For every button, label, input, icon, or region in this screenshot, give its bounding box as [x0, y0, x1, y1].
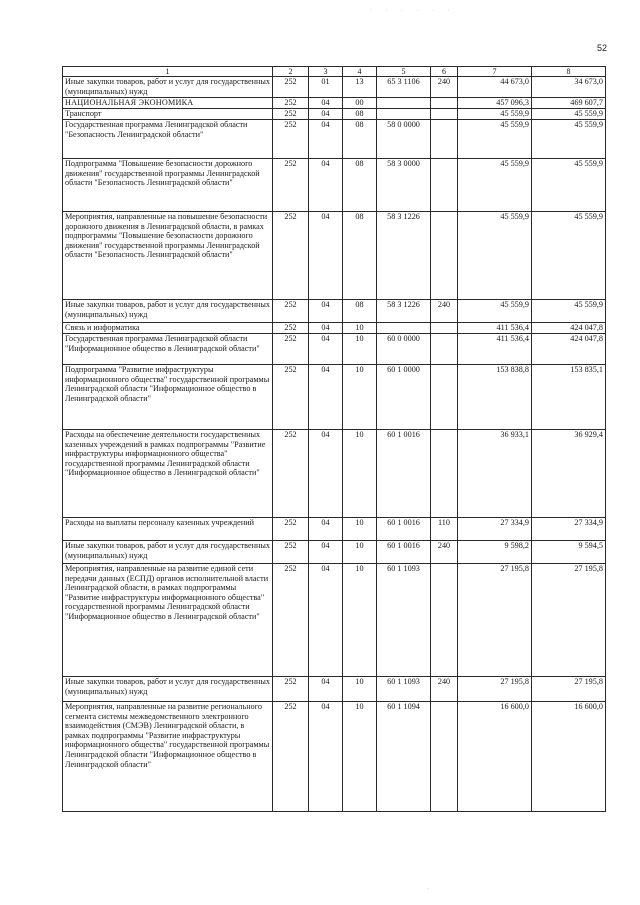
row-target-article: 65 3 1106 [377, 77, 431, 98]
row-subsection: 00 [343, 98, 377, 109]
row-expense-type [431, 120, 458, 159]
row-amount-year1: 27 195,8 [458, 677, 532, 702]
row-target-article: 60 1 0016 [377, 518, 431, 541]
row-amount-year2: 16 600,0 [532, 702, 606, 812]
row-section: 04 [309, 159, 343, 212]
row-section: 04 [309, 677, 343, 702]
row-section: 04 [309, 541, 343, 564]
row-name: Иные закупки товаров, работ и услуг для государственных (муниципальных) нужд [63, 541, 273, 564]
row-ministry-code: 252 [273, 564, 309, 677]
row-target-article: 60 1 1094 [377, 702, 431, 812]
table-row [63, 159, 606, 212]
header-cell: 2 [273, 67, 309, 77]
row-subsection: 10 [343, 677, 377, 702]
row-amount-year2: 27 195,8 [532, 564, 606, 677]
table-row [63, 98, 606, 109]
row-section: 04 [309, 334, 343, 365]
row-expense-type: 240 [431, 677, 458, 702]
table-row [63, 541, 606, 564]
row-section: 04 [309, 323, 343, 334]
row-target-article [377, 98, 431, 109]
row-amount-year1: 45 559,9 [458, 212, 532, 300]
row-amount-year1: 16 600,0 [458, 702, 532, 812]
row-amount-year1: 45 559,9 [458, 120, 532, 159]
scan-artifact: · · · · · · [370, 8, 456, 14]
row-amount-year2: 45 559,9 [532, 109, 606, 120]
row-subsection: 08 [343, 109, 377, 120]
row-target-article: 60 1 1093 [377, 564, 431, 677]
row-expense-type [431, 212, 458, 300]
row-subsection: 08 [343, 120, 377, 159]
row-target-article: 60 0 0000 [377, 334, 431, 365]
row-expense-type [431, 98, 458, 109]
row-amount-year2: 424 047,8 [532, 334, 606, 365]
row-ministry-code: 252 [273, 300, 309, 323]
table-header-row [63, 67, 606, 77]
table-row [63, 77, 606, 98]
row-name: Мероприятия, направленные на развитие единой сети передачи данных (ЕСПД) органов исполнительной власти Ленинградской области, в рамках подпрограммы "Развитие инфраструктуры информационного общества" государственной программы Ленинградской области "Информационное общество в Ленинградской области" [63, 564, 273, 677]
row-expense-type [431, 430, 458, 518]
table-row [63, 365, 606, 430]
row-expense-type [431, 159, 458, 212]
table-row [63, 109, 606, 120]
row-target-article: 58 3 1226 [377, 212, 431, 300]
row-target-article: 60 1 0016 [377, 541, 431, 564]
row-amount-year1: 27 334,9 [458, 518, 532, 541]
row-ministry-code: 252 [273, 120, 309, 159]
row-amount-year1: 45 559,9 [458, 159, 532, 212]
table-row [63, 702, 606, 812]
page-number: 52 [596, 43, 607, 53]
row-target-article: 60 1 0016 [377, 430, 431, 518]
row-ministry-code: 252 [273, 365, 309, 430]
row-amount-year2: 469 607,7 [532, 98, 606, 109]
row-target-article: 58 3 0000 [377, 159, 431, 212]
row-name: Иные закупки товаров, работ и услуг для государственных (муниципальных) нужд [63, 677, 273, 702]
row-expense-type: 110 [431, 518, 458, 541]
row-amount-year1: 153 838,8 [458, 365, 532, 430]
row-subsection: 08 [343, 159, 377, 212]
row-section: 04 [309, 212, 343, 300]
row-amount-year2: 45 559,9 [532, 159, 606, 212]
row-name: Расходы на обеспечение деятельности государственных казенных учреждений в рамках подпрограммы "Развитие инфраструктуры информационного общества" государственной программы Ленинградской области "Информационное общество в Ленинградской области" [63, 430, 273, 518]
row-amount-year2: 153 835,1 [532, 365, 606, 430]
row-section: 04 [309, 365, 343, 430]
row-subsection: 10 [343, 702, 377, 812]
row-amount-year1: 27 195,8 [458, 564, 532, 677]
row-amount-year2: 27 334,9 [532, 518, 606, 541]
row-amount-year2: 34 673,0 [532, 77, 606, 98]
row-section: 04 [309, 98, 343, 109]
row-ministry-code: 252 [273, 323, 309, 334]
row-amount-year1: 45 559,9 [458, 300, 532, 323]
row-section: 04 [309, 564, 343, 677]
row-amount-year1: 44 673,0 [458, 77, 532, 98]
row-ministry-code: 252 [273, 677, 309, 702]
table-row [63, 677, 606, 702]
row-target-article: 58 0 0000 [377, 120, 431, 159]
row-ministry-code: 252 [273, 334, 309, 365]
row-name: Иные закупки товаров, работ и услуг для государственных (муниципальных) нужд [63, 300, 273, 323]
row-amount-year2: 9 594,5 [532, 541, 606, 564]
row-section: 04 [309, 120, 343, 159]
row-ministry-code: 252 [273, 98, 309, 109]
row-expense-type: 240 [431, 77, 458, 98]
budget-table [62, 66, 606, 812]
header-cell: 7 [458, 67, 532, 77]
row-ministry-code: 252 [273, 430, 309, 518]
row-amount-year1: 36 933,1 [458, 430, 532, 518]
row-name: Подпрограмма "Повышение безопасности дорожного движения" государственной программы Ленинградской области "Безопасность Ленинградской области" [63, 159, 273, 212]
row-amount-year2: 27 195,8 [532, 677, 606, 702]
row-ministry-code: 252 [273, 541, 309, 564]
header-cell: 4 [343, 67, 377, 77]
row-section: 04 [309, 518, 343, 541]
row-amount-year1: 457 096,3 [458, 98, 532, 109]
row-name: Иные закупки товаров, работ и услуг для государственных (муниципальных) нужд [63, 77, 273, 98]
row-subsection: 10 [343, 323, 377, 334]
table-row [63, 564, 606, 677]
row-ministry-code: 252 [273, 77, 309, 98]
row-name: Государственная программа Ленинградской области "Безопасность Ленинградской области" [63, 120, 273, 159]
row-amount-year1: 9 598,2 [458, 541, 532, 564]
row-section: 04 [309, 300, 343, 323]
row-ministry-code: 252 [273, 109, 309, 120]
row-expense-type [431, 702, 458, 812]
row-name: Расходы на выплаты персоналу казенных учреждений [63, 518, 273, 541]
row-expense-type [431, 365, 458, 430]
row-expense-type [431, 323, 458, 334]
table-row [63, 300, 606, 323]
header-cell: 5 [377, 67, 431, 77]
row-section: 04 [309, 109, 343, 120]
row-name: Связь и информатика [63, 323, 273, 334]
header-cell: 8 [532, 67, 606, 77]
row-ministry-code: 252 [273, 212, 309, 300]
table-row [63, 120, 606, 159]
row-target-article [377, 109, 431, 120]
row-expense-type: 240 [431, 300, 458, 323]
row-amount-year2: 45 559,9 [532, 120, 606, 159]
row-ministry-code: 252 [273, 159, 309, 212]
row-subsection: 10 [343, 564, 377, 677]
row-section: 04 [309, 702, 343, 812]
row-amount-year1: 411 536,4 [458, 334, 532, 365]
row-subsection: 10 [343, 518, 377, 541]
table-row [63, 212, 606, 300]
table-row [63, 430, 606, 518]
row-expense-type [431, 109, 458, 120]
row-amount-year2: 36 929,4 [532, 430, 606, 518]
row-target-article: 60 1 0000 [377, 365, 431, 430]
row-name: Подпрограмма "Развитие инфраструктуры информационного общества" государственной программы Ленинградской области "Информационное общество в Ленинградской области" [63, 365, 273, 430]
row-name: Транспорт [63, 109, 273, 120]
row-target-article: 58 3 1226 [377, 300, 431, 323]
table-row [63, 334, 606, 365]
row-amount-year1: 411 536,4 [458, 323, 532, 334]
row-expense-type: 240 [431, 541, 458, 564]
row-target-article: 60 1 1093 [377, 677, 431, 702]
row-name: Государственная программа Ленинградской области "Информационное общество в Ленинградской области" [63, 334, 273, 365]
row-amount-year2: 424 047,8 [532, 323, 606, 334]
row-name: Мероприятия, направленные на развитие регионального сегмента системы межведомственного электронного взаимодействия (СМЭВ) Ленинградской области, в рамках подпрограммы "Развитие инфраструктуры информационного общества" государственной программы Ленинградской области "Информационное общество в Ленинградской области" [63, 702, 273, 812]
row-expense-type [431, 334, 458, 365]
row-section: 04 [309, 430, 343, 518]
row-subsection: 10 [343, 430, 377, 518]
row-subsection: 10 [343, 365, 377, 430]
row-amount-year2: 45 559,9 [532, 300, 606, 323]
header-cell: 3 [309, 67, 343, 77]
row-subsection: 08 [343, 300, 377, 323]
row-subsection: 08 [343, 212, 377, 300]
row-subsection: 10 [343, 334, 377, 365]
header-cell: 6 [431, 67, 458, 77]
row-amount-year2: 45 559,9 [532, 212, 606, 300]
scan-artifact: · [427, 885, 430, 893]
row-amount-year1: 45 559,9 [458, 109, 532, 120]
row-section: 01 [309, 77, 343, 98]
row-ministry-code: 252 [273, 518, 309, 541]
table-row [63, 323, 606, 334]
row-expense-type [431, 564, 458, 677]
row-target-article [377, 323, 431, 334]
row-name: НАЦИОНАЛЬНАЯ ЭКОНОМИКА [63, 98, 273, 109]
row-ministry-code: 252 [273, 702, 309, 812]
table-row [63, 518, 606, 541]
row-subsection: 10 [343, 541, 377, 564]
header-cell: 1 [63, 67, 273, 77]
row-subsection: 13 [343, 77, 377, 98]
row-name: Мероприятия, направленные на повышение безопасности дорожного движения в Ленинградской области, в рамках подпрограммы "Повышение безопасности дорожного движения" государственной программы Ленинградской области "Безопасность Ленинградской области" [63, 212, 273, 300]
